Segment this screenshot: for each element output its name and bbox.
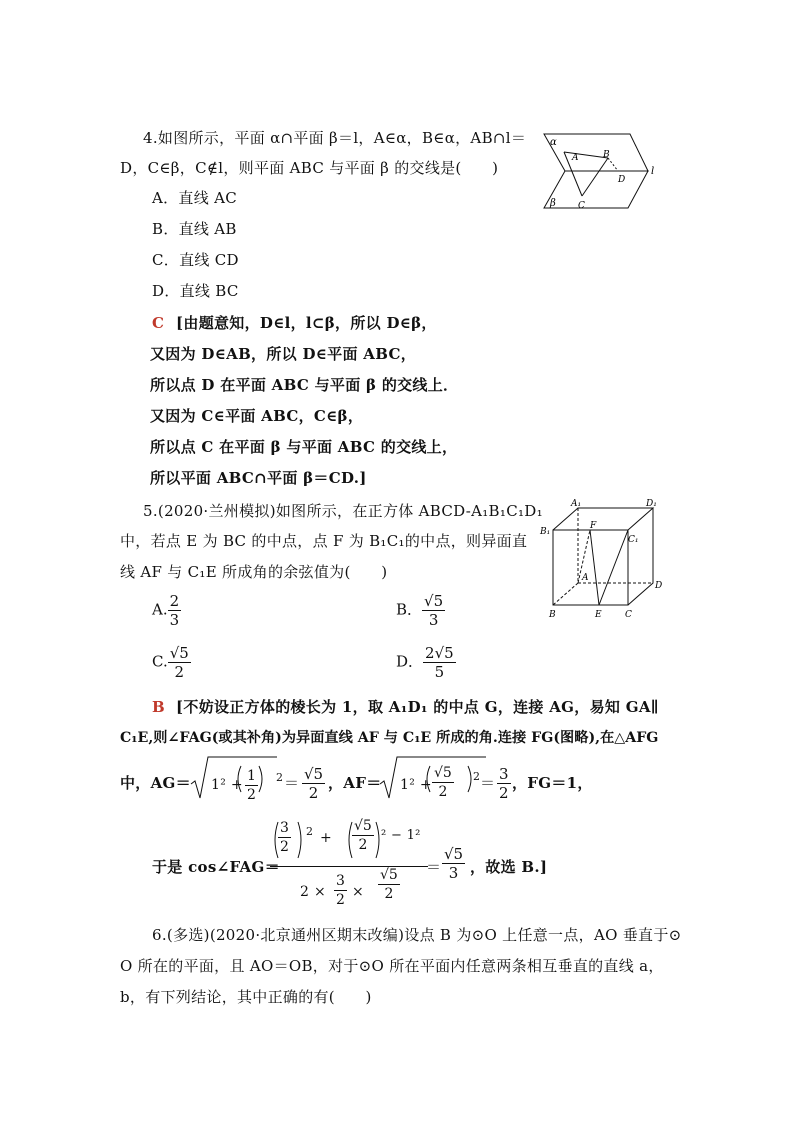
q5-ag-half: $\frac{1}{2}$ bbox=[247, 768, 256, 803]
q5-fig-A: A bbox=[582, 573, 589, 583]
q4-option-a: A．直线 AC bbox=[152, 189, 238, 207]
q5-af-r5half: $\frac{√5}{2}$ bbox=[434, 765, 452, 800]
q5-option-d: D． $\frac{2√5}{5}$ bbox=[396, 644, 454, 681]
q5-cos-equals: ＝ bbox=[426, 858, 442, 876]
q5-af-inner: 1² + bbox=[400, 777, 432, 793]
q5-fig-F: F bbox=[590, 521, 597, 531]
q4-solution-line5: 所以点 C 在平面 β 与平面 ABC 的交线上， bbox=[150, 438, 458, 456]
q5-stem-line1: 5.(2020·兰州模拟)如图所示，在正方体 ABCD-A₁B₁C₁D₁ bbox=[143, 502, 543, 520]
q4-solution-line6: 所以平面 ABC∩平面 β＝CD.] bbox=[150, 469, 367, 487]
q6-line1: 6.(多选)(2020·北京通州区期末改编)设点 B 为⊙O 上任意一点，AO 垂直于⊙ bbox=[152, 926, 682, 944]
q5-cos-fraction-bar bbox=[270, 866, 428, 867]
q5-fig-E: E bbox=[595, 610, 602, 620]
q5-cos-result: $\frac{√5}{3}$ bbox=[444, 845, 464, 882]
q4-option-d: D．直线 BC bbox=[152, 282, 239, 300]
q5-fig-C: C bbox=[625, 610, 632, 620]
q4-fig-A: A bbox=[572, 153, 579, 163]
q5-fig-D: D bbox=[655, 581, 663, 591]
q5-ag-square: 2 bbox=[276, 771, 284, 784]
q5-cos-num-tail: ² − 1² bbox=[381, 828, 421, 843]
q5-solution-line1: [不妨设正方体的棱长为 1，取 A₁D₁ 的中点 G，连接 AG，易知 GA∥ bbox=[176, 698, 660, 716]
q5-cos-den-prefix: 2 × bbox=[300, 884, 326, 900]
q5-fig-C1: C₁ bbox=[628, 535, 639, 545]
q5-cos-den-mid: × bbox=[352, 884, 365, 900]
q5-option-c: C. $\frac{√5}{2}$ bbox=[152, 644, 189, 681]
q4-solution-line4: 又因为 C∈平面 ABC，C∈β， bbox=[150, 407, 364, 425]
q5-option-a: A. $\frac{2}{3}$ bbox=[152, 592, 180, 629]
q5-ag-result: $\frac{√5}{2}$ bbox=[304, 765, 324, 802]
q5-cube-figure bbox=[538, 498, 668, 622]
q4-fig-D: D bbox=[618, 175, 626, 185]
q5-fg-text: ，FG＝1， bbox=[512, 774, 593, 792]
q4-stem-line1: 4.如图所示，平面 α∩平面 β＝l，A∈α，B∈α，AB∩l＝ bbox=[143, 129, 527, 147]
q4-solution-line3: 所以点 D 在平面 ABC 与平面 β 的交线上． bbox=[150, 376, 459, 394]
q4-fig-B: B bbox=[603, 150, 610, 160]
q4-fig-C: C bbox=[578, 201, 585, 211]
q5-ag-prefix: 中，AG＝ bbox=[120, 774, 191, 792]
q4-fig-l: l bbox=[651, 166, 655, 177]
q5-cos-num-r5half: $\frac{√5}{2}$ bbox=[354, 818, 372, 853]
q4-fig-beta: β bbox=[550, 198, 556, 209]
q5-solution-line2: C₁E,则∠FAG(或其补角)为异面直线 AF 与 C₁E 所成的角.连接 FG(图略),在△AFG bbox=[120, 730, 659, 746]
q5-option-b: B． $\frac{√5}{3}$ bbox=[396, 592, 444, 629]
q5-af-square: 2 bbox=[473, 770, 481, 783]
q5-cos-num-three-half: $\frac{3}{2}$ bbox=[280, 820, 289, 855]
q4-stem-line2: D，C∈β，C∉l，则平面 ABC 与平面 β 的交线是( ) bbox=[120, 159, 499, 177]
q5-cos-prefix: 于是 cos∠FAG＝ bbox=[152, 858, 280, 876]
q5-cos-den-r5half: $\frac{√5}{2}$ bbox=[380, 867, 398, 902]
q5-fig-B1: B₁ bbox=[540, 527, 551, 537]
q5-af-equals: ＝ bbox=[480, 774, 496, 792]
q5-cos-den-three-half: $\frac{3}{2}$ bbox=[336, 873, 345, 908]
q4-answer-letter: C bbox=[152, 314, 165, 332]
q4-fig-alpha: α bbox=[550, 137, 557, 148]
q5-cos-num-plus: + bbox=[320, 830, 333, 846]
q4-solution-line2: 又因为 D∈AB，所以 D∈平面 ABC， bbox=[150, 345, 417, 363]
q5-fig-D1: D₁ bbox=[646, 499, 657, 509]
q5-ag-inner: 1² + bbox=[211, 777, 243, 793]
q5-stem-line2: 中，若点 E 为 BC 的中点，点 F 为 B₁C₁的中点，则异面直 bbox=[120, 532, 528, 550]
q5-fig-B: B bbox=[549, 610, 556, 620]
q5-af-label: ，AF＝ bbox=[328, 774, 382, 792]
q5-ag-equals: ＝ bbox=[284, 774, 300, 792]
q5-cos-num-sq1: 2 bbox=[306, 825, 314, 838]
q6-line3: b，有下列结论，其中正确的有( ) bbox=[120, 988, 372, 1006]
q4-option-c: C．直线 CD bbox=[152, 251, 239, 269]
q6-line2: O 所在的平面，且 AO＝OB，对于⊙O 所在平面内任意两条相互垂直的直线 a， bbox=[120, 957, 664, 975]
q4-solution-line1: [由题意知，D∈l，l⊂β，所以 D∈β， bbox=[176, 314, 437, 332]
q4-option-b: B．直线 AB bbox=[152, 220, 237, 238]
q5-answer-letter: B bbox=[152, 698, 165, 716]
q5-final: ，故选 B.] bbox=[470, 858, 548, 876]
q4-planes-figure bbox=[540, 128, 670, 216]
q5-stem-line3: 线 AF 与 C₁E 所成角的余弦值为( ) bbox=[120, 563, 388, 581]
q5-af-result: $\frac{3}{2}$ bbox=[499, 765, 509, 802]
q5-fig-A1: A₁ bbox=[571, 499, 582, 509]
